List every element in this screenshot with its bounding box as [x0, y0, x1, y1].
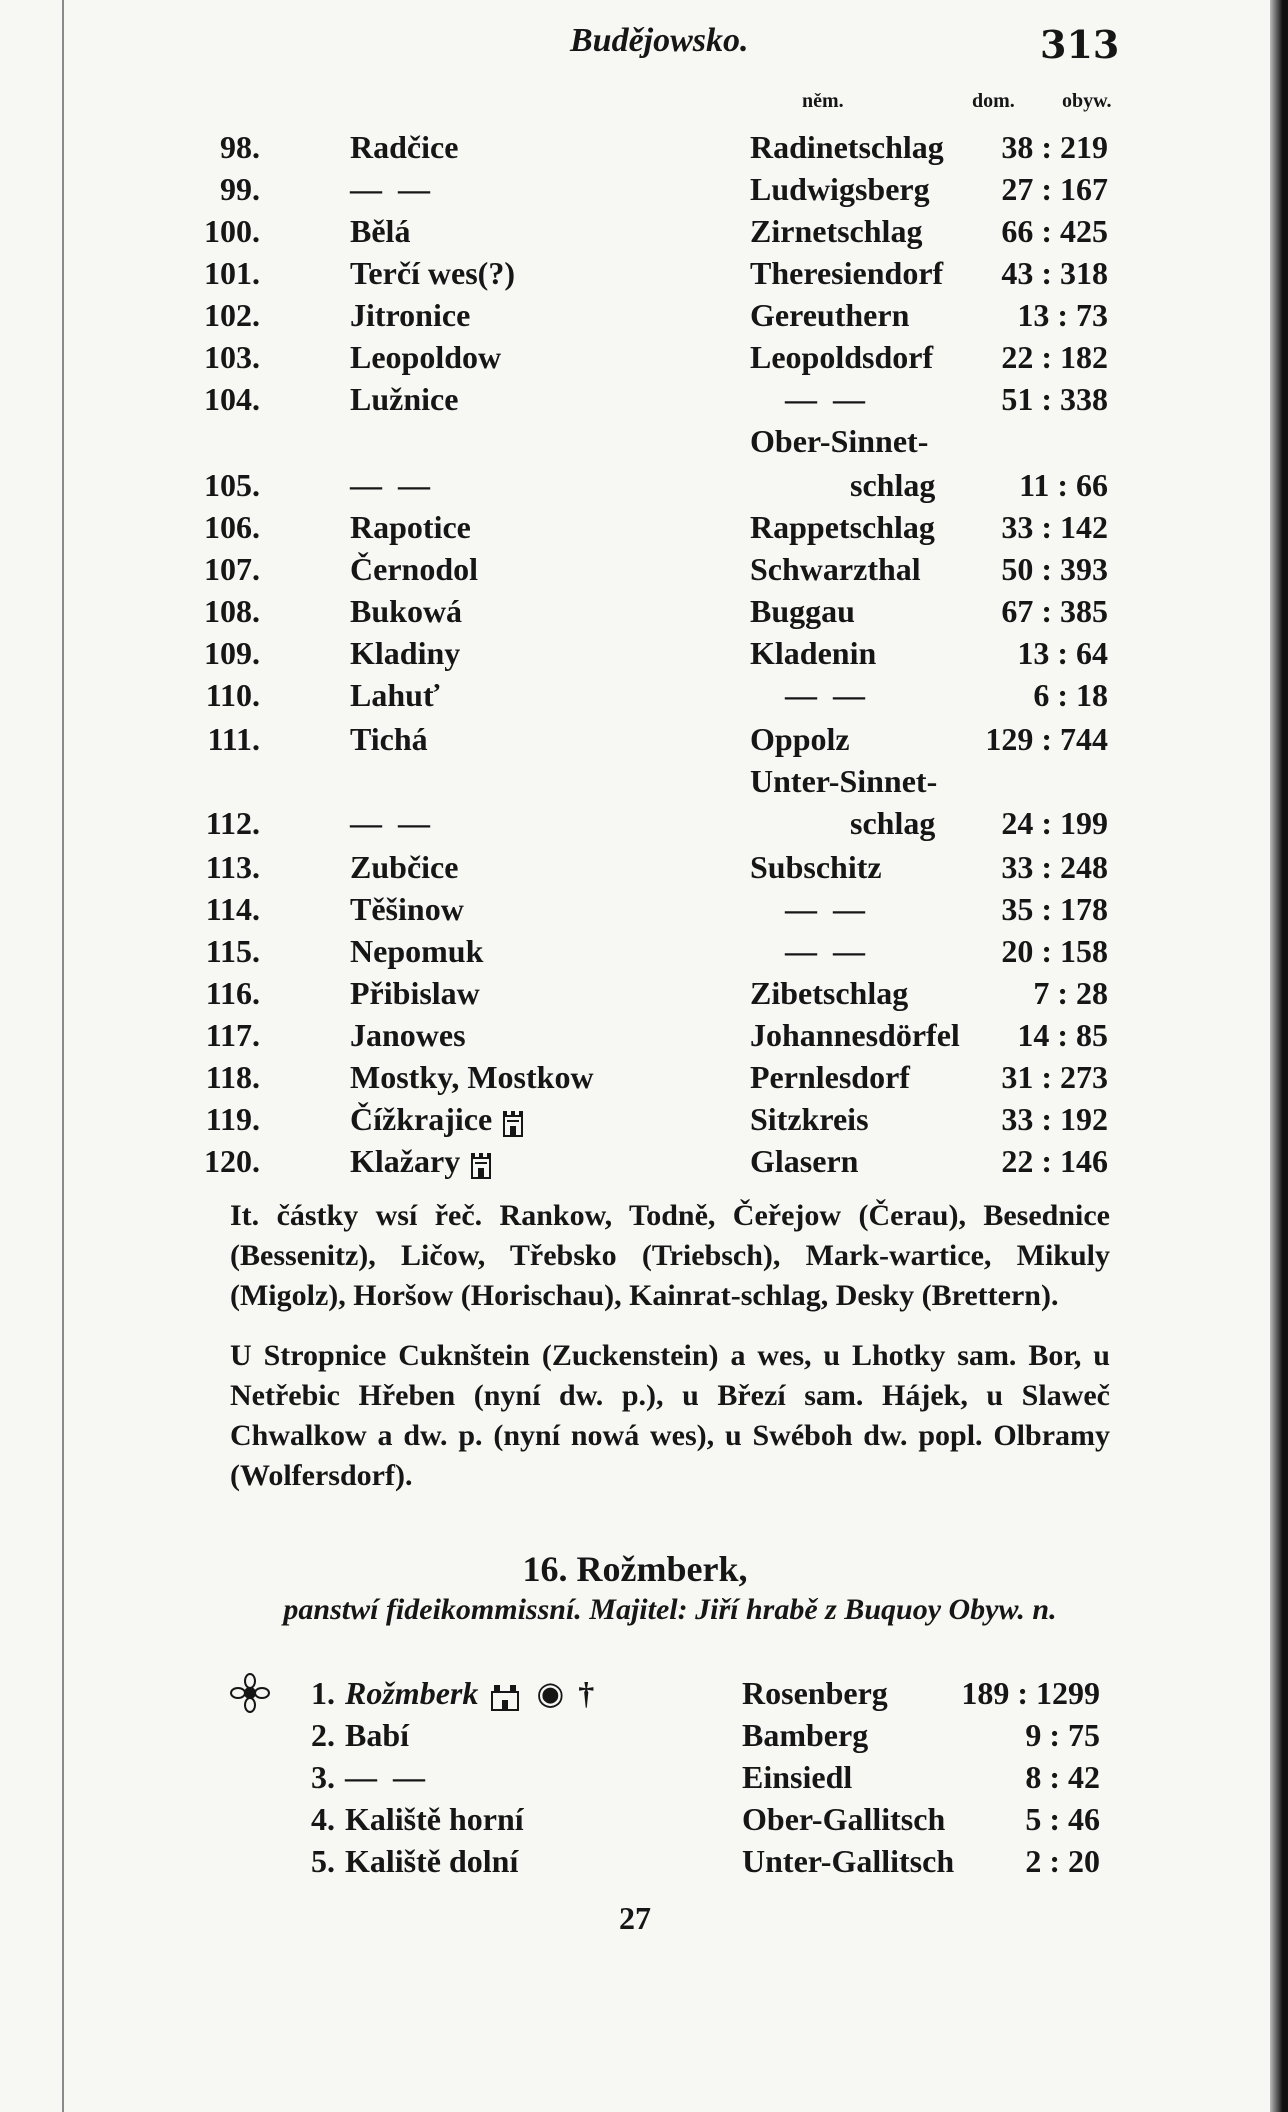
czech-name: Kaliště horní	[345, 1801, 524, 1837]
row-number: 115.	[205, 933, 260, 969]
table-row	[0, 888, 1270, 930]
population-stat: 13 : 64	[1017, 635, 1108, 671]
czech-name: — —	[350, 467, 434, 503]
population-stat: 7 : 28	[1033, 975, 1108, 1011]
table-row	[0, 632, 1270, 674]
row-number: 105.	[204, 467, 260, 503]
column-header-german: něm.	[802, 90, 844, 112]
population-stat: 2 : 20	[1025, 1843, 1100, 1879]
table-row	[0, 846, 1270, 888]
german-name: Kladenin	[750, 635, 877, 671]
table-row	[0, 168, 1270, 210]
population-stat: 129 : 744	[985, 721, 1108, 757]
signature-mark: 27	[619, 1900, 651, 1936]
german-name: — —	[785, 891, 869, 927]
population-stat: 8 : 42	[1025, 1759, 1100, 1795]
population-stat: 27 : 167	[1001, 171, 1108, 207]
population-stat: 11 : 66	[1019, 467, 1108, 503]
czech-name-with-icon	[350, 1098, 524, 1140]
population-stat: 38 : 219	[1001, 129, 1108, 165]
table-row-continuation	[0, 420, 1270, 462]
german-name: Buggau	[750, 593, 855, 629]
table-row	[0, 1098, 1270, 1140]
row-number: 100.	[204, 213, 260, 249]
table-row	[0, 1840, 1270, 1882]
table-row	[0, 1756, 1270, 1798]
german-name: Subschitz	[750, 849, 882, 885]
row-number: 2.	[311, 1717, 335, 1753]
czech-name: Nepomuk	[350, 933, 484, 969]
row-number: 113.	[205, 849, 260, 885]
section-subtitle: panstwí fideikommissní. Majitel: Jiří hrabě z Buquoy Obyw. n.	[283, 1593, 1057, 1626]
czech-name: Kaliště dolní	[345, 1843, 519, 1879]
german-name: Glasern	[750, 1143, 859, 1179]
german-name: Leopoldsdorf	[750, 339, 934, 375]
czech-name: Lužnice	[350, 381, 459, 417]
table-row	[0, 1014, 1270, 1056]
row-number: 110.	[205, 677, 260, 713]
german-name: Ober-Gallitsch	[742, 1801, 946, 1837]
table-row	[0, 126, 1270, 168]
german-name-prefix: Ober-Sinnet-	[750, 423, 929, 459]
running-title: Budějowsko.	[570, 22, 749, 59]
row-number: 5.	[311, 1843, 335, 1879]
czech-name: Bělá	[350, 213, 411, 249]
german-name: Oppolz	[750, 721, 850, 757]
czech-name: Janowes	[350, 1017, 466, 1053]
table-row	[0, 590, 1270, 632]
row-number: 108.	[204, 593, 260, 629]
population-stat: 67 : 385	[1001, 593, 1108, 629]
czech-name: Těšinow	[350, 891, 464, 927]
table-row	[0, 1714, 1270, 1756]
czech-name-with-icon	[350, 1140, 492, 1182]
row-number: 120.	[204, 1143, 260, 1179]
row-number: 116.	[205, 975, 260, 1011]
table-row	[0, 548, 1270, 590]
column-header-houses: dom.	[972, 90, 1015, 112]
population-stat: 5 : 46	[1025, 1801, 1100, 1837]
german-name: Unter-Gallitsch	[742, 1843, 955, 1879]
circle-symbol: ◉	[536, 1675, 565, 1711]
row-number: 4.	[311, 1801, 335, 1837]
population-stat: 33 : 192	[1001, 1101, 1108, 1137]
population-stat: 6 : 18	[1033, 677, 1108, 713]
population-stat: 43 : 318	[1001, 255, 1108, 291]
row-number: 104.	[204, 381, 260, 417]
czech-name: Lahuť	[350, 677, 440, 713]
german-name: schlag	[850, 467, 936, 503]
czech-name: Čížkrajice	[350, 1101, 493, 1137]
czech-name: Klažary	[350, 1143, 461, 1179]
german-name: Gereuthern	[750, 297, 910, 333]
german-name: Rosenberg	[742, 1675, 888, 1711]
population-stat: 13 : 73	[1017, 297, 1108, 333]
german-name: Schwarzthal	[750, 551, 921, 587]
row-number: 114.	[205, 891, 260, 927]
german-name: Radinetschlag	[750, 129, 944, 165]
scan-edge	[1270, 0, 1288, 2112]
czech-name: Přibislaw	[350, 975, 480, 1011]
row-number: 99.	[220, 171, 260, 207]
czech-name: Jitronice	[350, 297, 471, 333]
row-number: 106.	[204, 509, 260, 545]
population-stat: 22 : 182	[1001, 339, 1108, 375]
table-row	[0, 1056, 1270, 1098]
population-stat: 33 : 248	[1001, 849, 1108, 885]
row-number: 107.	[204, 551, 260, 587]
table-row	[0, 930, 1270, 972]
czech-name: Zubčice	[350, 849, 459, 885]
german-name: Bamberg	[742, 1717, 869, 1753]
table-row	[0, 252, 1270, 294]
czech-name: — —	[350, 805, 434, 841]
german-name: Rappetschlag	[750, 509, 935, 545]
column-header-inhabitants: obyw.	[1062, 90, 1112, 112]
note-paragraph	[230, 1196, 1110, 1316]
population-stat: 51 : 338	[1001, 381, 1108, 417]
german-name: Ludwigsberg	[750, 171, 930, 207]
czech-name: Babí	[345, 1717, 410, 1753]
german-name: Theresiendorf	[750, 255, 944, 291]
castle-icon	[502, 1108, 524, 1138]
czech-name: Bukowá	[350, 593, 463, 629]
population-stat: 35 : 178	[1001, 891, 1108, 927]
population-stat: 33 : 142	[1001, 509, 1108, 545]
german-name: — —	[785, 677, 869, 713]
castle-icon	[470, 1150, 492, 1180]
row-number: 109.	[204, 635, 260, 671]
row-number: 117.	[205, 1017, 260, 1053]
row-number: 3.	[311, 1759, 335, 1795]
czech-name: Radčice	[350, 129, 459, 165]
czech-name: Kladiny	[350, 635, 461, 671]
german-name: Zirnetschlag	[750, 213, 923, 249]
table-row	[0, 802, 1270, 844]
estate-name-with-symbols	[345, 1672, 594, 1714]
paragraph-text: It. částky wsí řeč. Rankow, Todně, Čeřejow (Čerau), Besednice (Bessenitz), Ličow, Třebsko (Triebsch), Mark-wartice, Mikuly (Migolz), Horšow (Horischau), Kainrat-schlag, Desky (Brettern).	[230, 1199, 1110, 1312]
german-name-prefix: Unter-Sinnet-	[750, 763, 938, 799]
table-row	[0, 1140, 1270, 1182]
table-row	[0, 464, 1270, 506]
czech-name: — —	[350, 171, 434, 207]
row-number: 119.	[205, 1101, 260, 1137]
table-row	[0, 1798, 1270, 1840]
german-name: Pernlesdorf	[750, 1059, 910, 1095]
czech-name: — —	[345, 1759, 429, 1795]
population-stat: 14 : 85	[1017, 1017, 1108, 1053]
table-row	[0, 674, 1270, 716]
german-name: — —	[785, 381, 869, 417]
czech-name: Rožmberk	[345, 1675, 479, 1711]
population-stat: 22 : 146	[1001, 1143, 1108, 1179]
row-number: 103.	[204, 339, 260, 375]
table-row	[0, 506, 1270, 548]
page-header	[0, 22, 1270, 72]
german-name: Johannesdörfel	[750, 1017, 960, 1053]
table-row	[0, 718, 1270, 760]
table-row-continuation	[0, 760, 1270, 802]
german-name: schlag	[850, 805, 936, 841]
czech-name: Rapotice	[350, 509, 471, 545]
row-number: 1.	[311, 1675, 335, 1711]
population-stat: 20 : 158	[1001, 933, 1108, 969]
table-row	[0, 336, 1270, 378]
manor-icon	[490, 1682, 520, 1712]
table-row	[0, 1672, 1270, 1714]
paragraph-text: U Stropnice Cuknštein (Zuckenstein) a wes, u Lhotky sam. Bor, u Netřebic Hřeben (nyní dw. p.), u Březí sam. Hájek, u Slaweč Chwalkow a dw. p. (nyní nowá wes), u Swéboh dw. popl. Olbramy (Wolfersdorf).	[230, 1339, 1110, 1492]
section-title: 16. Rožmberk,	[522, 1549, 748, 1589]
czech-name: Černodol	[350, 551, 478, 587]
row-number: 111.	[207, 721, 260, 757]
row-number: 102.	[204, 297, 260, 333]
german-name: Zibetschlag	[750, 975, 909, 1011]
population-stat: 50 : 393	[1001, 551, 1108, 587]
page-number: 313	[1040, 22, 1120, 67]
note-paragraph	[230, 1336, 1110, 1496]
table-row	[0, 210, 1270, 252]
czech-name: Mostky, Mostkow	[350, 1059, 594, 1095]
row-number: 101.	[204, 255, 260, 291]
population-stat: 66 : 425	[1001, 213, 1108, 249]
row-number: 112.	[205, 805, 260, 841]
german-name: — —	[785, 933, 869, 969]
row-number: 118.	[205, 1059, 260, 1095]
german-name: Einsiedl	[742, 1759, 853, 1795]
table-row	[0, 972, 1270, 1014]
population-stat: 24 : 199	[1001, 805, 1108, 841]
czech-name: Tichá	[350, 721, 428, 757]
population-stat: 189 : 1299	[961, 1675, 1100, 1711]
row-number: 98.	[220, 129, 260, 165]
cross-symbol: †	[578, 1675, 595, 1711]
czech-name: Leopoldow	[350, 339, 502, 375]
german-name: Sitzkreis	[750, 1101, 869, 1137]
table-row	[0, 378, 1270, 420]
population-stat: 31 : 273	[1001, 1059, 1108, 1095]
table-row	[0, 294, 1270, 336]
population-stat: 9 : 75	[1025, 1717, 1100, 1753]
czech-name: Terčí wes(?)	[350, 255, 515, 291]
